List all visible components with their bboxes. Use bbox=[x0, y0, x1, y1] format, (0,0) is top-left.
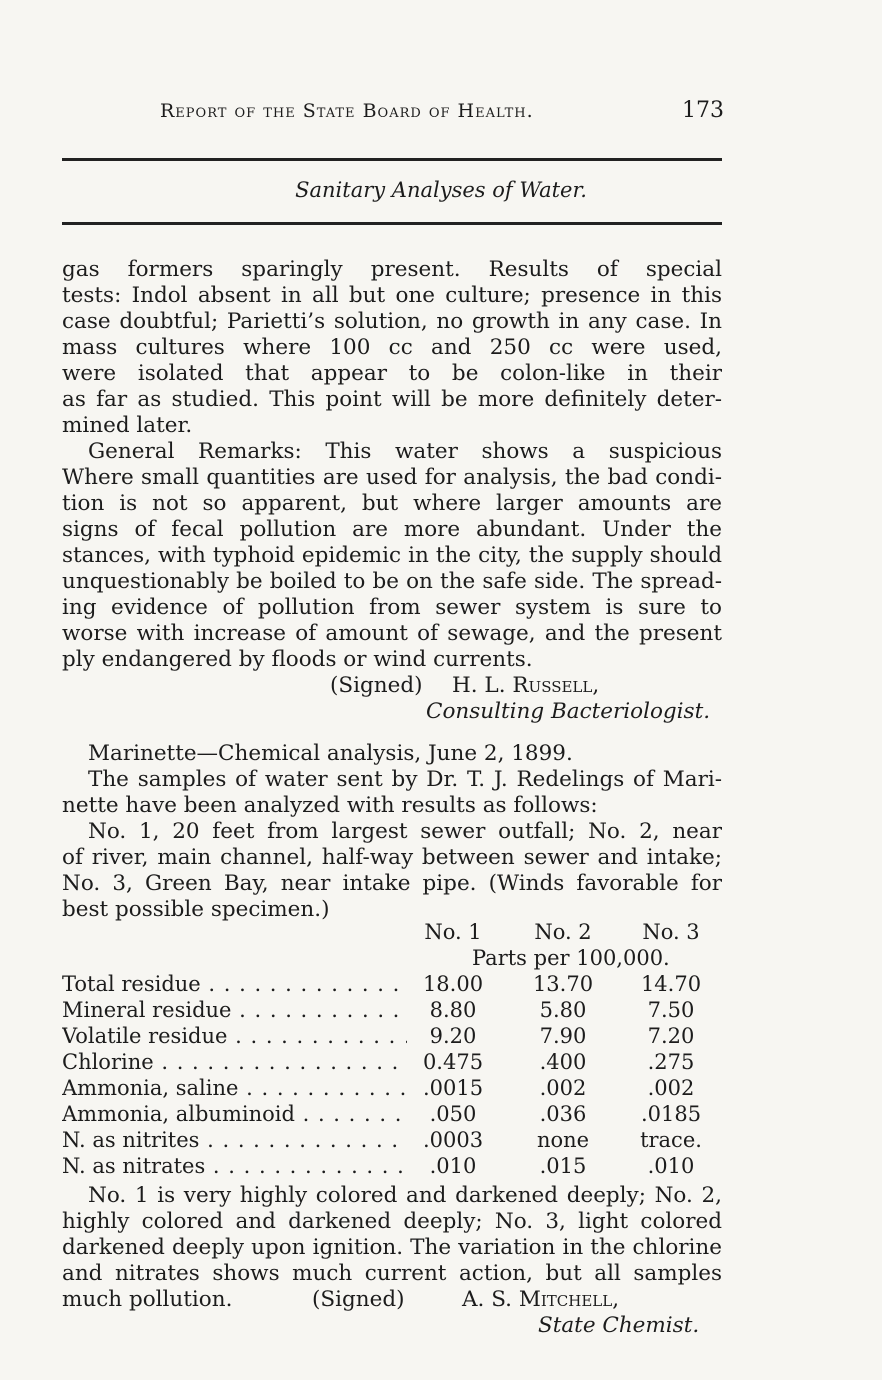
table-cell: 7.20 bbox=[647, 1024, 695, 1048]
row-label: N. as nitrites . . . bbox=[62, 1128, 407, 1152]
table-cell: .010 bbox=[429, 1154, 477, 1178]
text-line: gas formers sparingly present. Results of special bbox=[62, 257, 722, 282]
section-title: Sanitary Analyses of Water. bbox=[295, 178, 587, 202]
text-line: nette have been analyzed with results as follows: bbox=[62, 793, 598, 818]
text-line: worse with increase of amount of sewage, and the present bbox=[62, 621, 722, 646]
text-line: The samples of water sent by Dr. T. J. Redelings of Mari- bbox=[88, 767, 722, 792]
table-cell: 7.50 bbox=[647, 998, 695, 1022]
text-line: mined later. bbox=[62, 413, 193, 438]
table-row bbox=[62, 1024, 722, 1050]
analysis-table bbox=[62, 920, 722, 1180]
text-line: case doubtful; Parietti’s solution, no growth in any case. In bbox=[62, 309, 722, 334]
signature-line bbox=[62, 673, 722, 699]
row-label: Volatile residue . . . bbox=[62, 1024, 407, 1048]
text-line: darkened deeply upon ignition. The variation in the chlorine bbox=[62, 1235, 722, 1260]
running-title: Report of the State Board of Health. bbox=[160, 100, 534, 122]
table-row bbox=[62, 1128, 722, 1154]
table-row bbox=[62, 1076, 722, 1102]
text-line: highly colored and darkened deeply; No. 3, light colored bbox=[62, 1209, 722, 1234]
column-header: No. 1 bbox=[424, 920, 482, 944]
signer-name: H. L. Russell, bbox=[452, 673, 600, 698]
signed-label: (Signed) bbox=[330, 673, 423, 698]
row-label: Mineral residue . . . bbox=[62, 998, 407, 1022]
row-label: Ammonia, saline . . . bbox=[62, 1076, 407, 1100]
text-line: ply endangered by floods or wind currents. bbox=[62, 647, 533, 672]
table-cell: none bbox=[536, 1128, 590, 1152]
table-cell: .275 bbox=[647, 1050, 695, 1074]
text-line: Where small quantities are used for analysis, the bad condi- bbox=[62, 465, 722, 490]
table-cell: .400 bbox=[539, 1050, 587, 1074]
page-number: 173 bbox=[682, 98, 724, 123]
table-cell: 8.80 bbox=[429, 998, 477, 1022]
signer-name: A. S. Mitchell, bbox=[462, 1287, 620, 1312]
table-row bbox=[62, 1102, 722, 1128]
text-line: of river, main channel, half-way between sewer and intake; bbox=[62, 845, 722, 870]
text-line: were isolated that appear to be colon-like in their bbox=[62, 361, 722, 386]
chemical-analysis-intro bbox=[62, 741, 722, 923]
table-cell: 18.00 bbox=[422, 972, 484, 996]
text-line: and nitrates shows much current action, but all samples bbox=[62, 1261, 722, 1286]
signature-line bbox=[62, 1287, 722, 1313]
row-label: N. as nitrates . . . bbox=[62, 1154, 407, 1178]
text-line: No. 3, Green Bay, near intake pipe. (Winds favorable for bbox=[62, 871, 722, 896]
text-line: No. 1 is very highly colored and darkened deeply; No. 2, bbox=[88, 1183, 722, 1208]
chemical-analysis-conclusion bbox=[62, 1183, 722, 1339]
table-cell: 14.70 bbox=[640, 972, 702, 996]
text-line: unquestionably be boiled to be on the safe side. The spread- bbox=[62, 569, 722, 594]
table-cell: 7.90 bbox=[539, 1024, 587, 1048]
table-cell: .010 bbox=[647, 1154, 695, 1178]
row-label: Chlorine . . . bbox=[62, 1050, 407, 1074]
table-row bbox=[62, 1154, 722, 1180]
text-line: No. 1, 20 feet from largest sewer outfall; No. 2, near bbox=[88, 819, 722, 844]
text-line: tion is not so apparent, but where larger amounts are bbox=[62, 491, 722, 516]
text-line: signs of fecal pollution are more abundant. Under the bbox=[62, 517, 722, 542]
text-line: as far as studied. This point will be more definitely deter- bbox=[62, 387, 722, 412]
table-cell: .015 bbox=[539, 1154, 587, 1178]
table-cell: .0003 bbox=[422, 1128, 484, 1152]
signer-title: State Chemist. bbox=[538, 1313, 700, 1338]
text-line: stances, with typhoid epidemic in the city, the supply should bbox=[62, 543, 722, 568]
table-cell: .050 bbox=[429, 1102, 477, 1126]
table-cell: 9.20 bbox=[429, 1024, 477, 1048]
table-cell: .002 bbox=[647, 1076, 695, 1100]
table-cell: .036 bbox=[539, 1102, 587, 1126]
text-line: Marinette—Chemical analysis, June 2, 1899. bbox=[88, 741, 573, 766]
table-header-row bbox=[62, 920, 722, 946]
units-label: Parts per 100,000. bbox=[472, 946, 670, 970]
text-line: tests: Indol absent in all but one culture; presence in this bbox=[62, 283, 722, 308]
column-header: No. 3 bbox=[642, 920, 700, 944]
table-cell: .002 bbox=[539, 1076, 587, 1100]
table-cell: .0015 bbox=[422, 1076, 484, 1100]
table-cell: 0.475 bbox=[422, 1050, 484, 1074]
header-rule-bottom bbox=[62, 222, 722, 225]
text-line: best possible specimen.) bbox=[62, 897, 330, 922]
table-row bbox=[62, 1050, 722, 1076]
table-units-row bbox=[62, 946, 722, 972]
table-cell: trace. bbox=[640, 1128, 702, 1152]
signer-title: Consulting Bacteriologist. bbox=[426, 699, 711, 724]
column-header: No. 2 bbox=[534, 920, 592, 944]
table-cell: 5.80 bbox=[539, 998, 587, 1022]
table-row bbox=[62, 972, 722, 998]
text-line: much pollution. bbox=[62, 1287, 233, 1312]
table-row bbox=[62, 998, 722, 1024]
header-rule-top bbox=[62, 158, 722, 161]
text-line: mass cultures where 100 cc and 250 cc were used, bbox=[62, 335, 722, 360]
bacteriology-report bbox=[62, 257, 722, 725]
text-line: General Remarks: This water shows a suspicious bbox=[88, 439, 722, 464]
table-cell: .0185 bbox=[640, 1102, 702, 1126]
text-line: ing evidence of pollution from sewer system is sure to bbox=[62, 595, 722, 620]
table-cell: 13.70 bbox=[532, 972, 594, 996]
row-label: Total residue . . . bbox=[62, 972, 407, 996]
signed-label: (Signed) bbox=[312, 1287, 405, 1312]
row-label: Ammonia, albuminoid . . . bbox=[62, 1102, 407, 1126]
